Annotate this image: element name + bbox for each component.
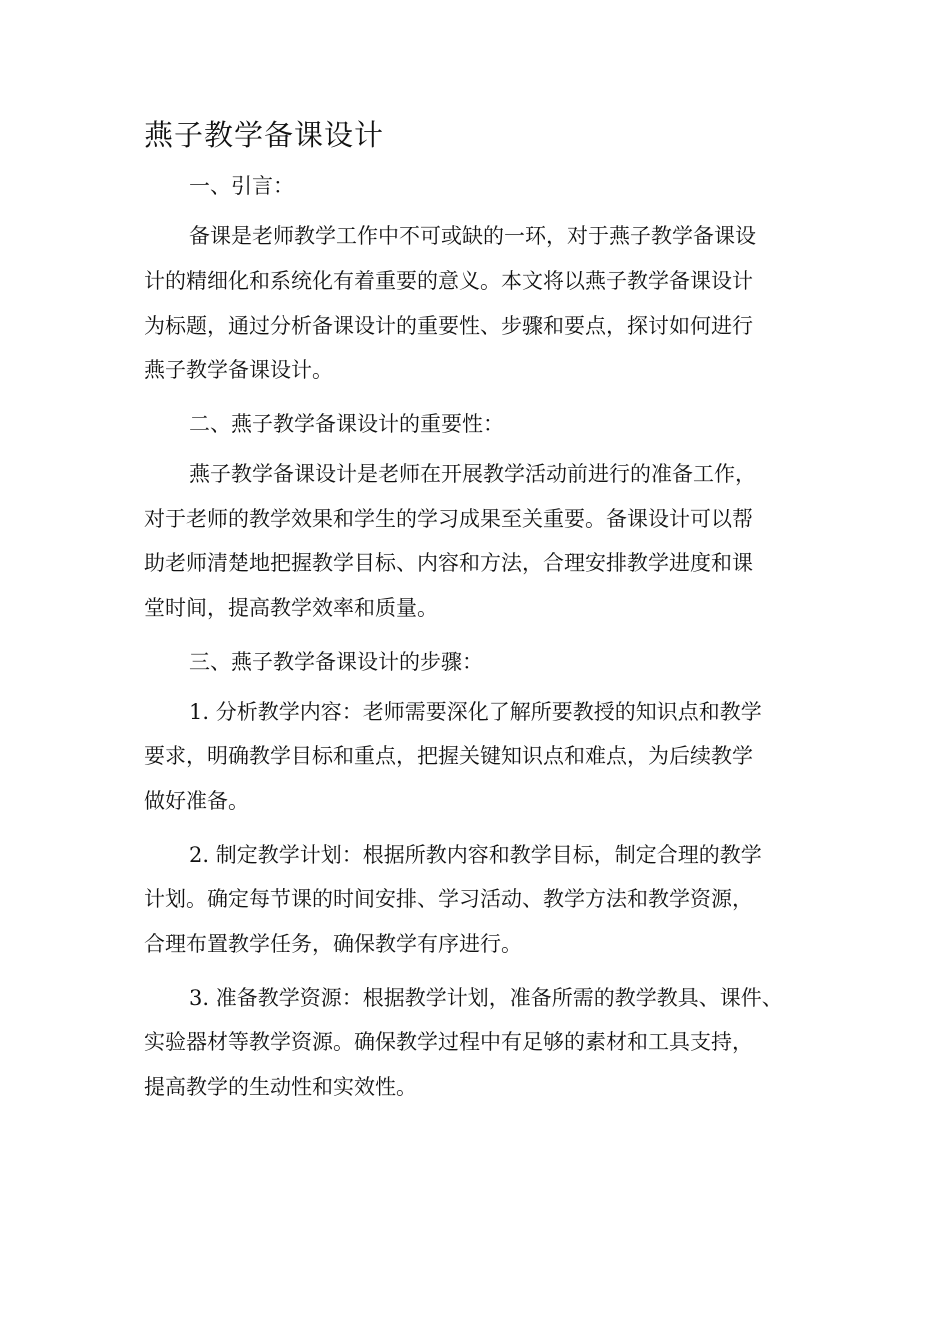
list-item-line: 合理布置教学任务，确保教学有序进行。: [144, 932, 522, 956]
document-title: 燕子教学备课设计: [144, 118, 385, 152]
list-item-line: 计划。确定每节课的时间安排、学习活动、教学方法和教学资源，: [144, 887, 753, 911]
paragraph-line: 计的精细化和系统化有着重要的意义。本文将以燕子教学备课设计: [144, 269, 753, 293]
section-heading-importance: 二、燕子教学备课设计的重要性：: [189, 412, 504, 436]
list-item-line: 要求，明确教学目标和重点，把握关键知识点和难点，为后续教学: [144, 744, 753, 768]
paragraph-line: 燕子教学备课设计。: [144, 358, 333, 382]
list-item-line: 2. 制定教学计划：根据所教内容和教学目标，制定合理的教学: [189, 843, 762, 867]
paragraph-line: 燕子教学备课设计是老师在开展教学活动前进行的准备工作，: [189, 462, 756, 486]
list-item-line: 做好准备。: [144, 789, 249, 813]
section-heading-introduction: 一、引言：: [189, 174, 294, 198]
paragraph-line: 为标题，通过分析备课设计的重要性、步骤和要点，探讨如何进行: [144, 314, 753, 338]
list-item-line: 实验器材等教学资源。确保教学过程中有足够的素材和工具支持，: [144, 1030, 753, 1054]
paragraph-line: 堂时间，提高教学效率和质量。: [144, 596, 438, 620]
section-heading-steps: 三、燕子教学备课设计的步骤：: [189, 650, 483, 674]
paragraph-line: 助老师清楚地把握教学目标、内容和方法，合理安排教学进度和课: [144, 551, 753, 575]
list-item-line: 1. 分析教学内容：老师需要深化了解所要教授的知识点和教学: [189, 700, 762, 724]
list-item-line: 提高教学的生动性和实效性。: [144, 1075, 417, 1099]
paragraph-line: 对于老师的教学效果和学生的学习成果至关重要。备课设计可以帮: [144, 507, 753, 531]
paragraph-line: 备课是老师教学工作中不可或缺的一环，对于燕子教学备课设: [189, 224, 756, 248]
list-item-line: 3. 准备教学资源：根据教学计划，准备所需的教学教具、课件、: [189, 986, 783, 1010]
